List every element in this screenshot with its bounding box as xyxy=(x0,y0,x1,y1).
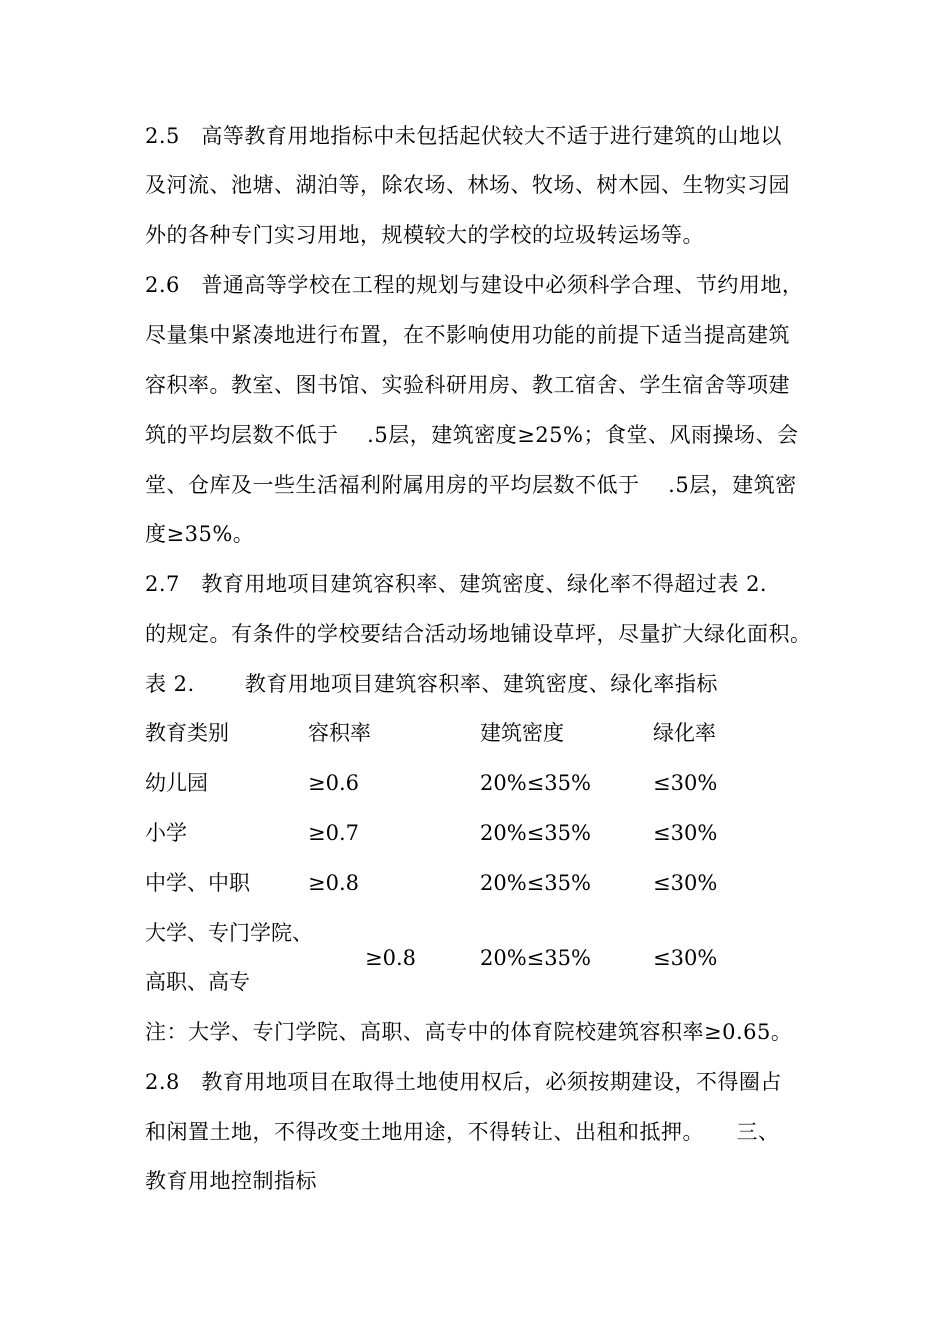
row-far: ≥0.8 xyxy=(308,871,359,895)
para-2-5-line-2: 及河流、池塘、湖泊等，除农场、林场、牧场、树木园、生物实习园 xyxy=(145,173,790,197)
header-category: 教育类别 xyxy=(145,721,229,745)
para-2-7-line-1: 2.7 教育用地项目建筑容积率、建筑密度、绿化率不得超过表 2. xyxy=(145,572,768,596)
row-green: ≤30% xyxy=(653,871,718,895)
header-far: 容积率 xyxy=(308,721,371,745)
row-density: 20%≤35% xyxy=(480,871,591,895)
row-density: 20%≤35% xyxy=(480,821,591,845)
row-density: 20%≤35% xyxy=(480,946,591,970)
row-category: 中学、中职 xyxy=(145,871,250,895)
para-2-7-line-2: 的规定。有条件的学校要结合活动场地铺设草坪，尽量扩大绿化面积。 xyxy=(145,622,812,646)
row-green: ≤30% xyxy=(653,946,718,970)
para-2-6-line-3: 容积率。教室、图书馆、实验科研用房、教工宿舍、学生宿舍等项建 xyxy=(145,373,790,397)
row-category-line-2: 高职、高专 xyxy=(145,970,250,994)
para-2-5-line-3: 外的各种专门实习用地，规模较大的学校的垃圾转运场等。 xyxy=(145,223,704,247)
para-2-8-line-2: 和闲置土地，不得改变土地用途，不得转让、出租和抵押。 三、 xyxy=(145,1120,780,1144)
para-2-6-line-6: 度≥35%。 xyxy=(145,522,255,546)
table-note: 注：大学、专门学院、高职、高专中的体育院校建筑容积率≥0.65。 xyxy=(145,1020,793,1044)
row-green: ≤30% xyxy=(653,771,718,795)
section-heading: 教育用地控制指标 xyxy=(145,1169,317,1193)
header-green: 绿化率 xyxy=(653,721,716,745)
table-caption: 表 2. 教育用地项目建筑容积率、建筑密度、绿化率指标 xyxy=(145,672,718,696)
row-category: 幼儿园 xyxy=(145,771,208,795)
para-2-5-line-1: 2.5 高等教育用地指标中未包括起伏较大不适于进行建筑的山地以 xyxy=(145,124,782,148)
row-density: 20%≤35% xyxy=(480,771,591,795)
row-far: ≥0.6 xyxy=(308,771,359,795)
para-2-6-line-4: 筑的平均层数不低于 .5层，建筑密度≥25%；食堂、风雨操场、会 xyxy=(145,423,799,447)
para-2-8-line-1: 2.8 教育用地项目在取得土地使用权后，必须按期建设，不得圈占 xyxy=(145,1070,782,1094)
row-category-line-1: 大学、专门学院、 xyxy=(145,921,313,945)
para-2-6-line-1: 2.6 普通高等学校在工程的规划与建设中必须科学合理、节约用地， xyxy=(145,273,804,297)
para-2-6-line-2: 尽量集中紧凑地进行布置，在不影响使用功能的前提下适当提高建筑 xyxy=(145,323,790,347)
row-green: ≤30% xyxy=(653,821,718,845)
row-category: 小学 xyxy=(145,821,187,845)
row-far: ≥0.7 xyxy=(308,821,359,845)
para-2-6-line-5: 堂、仓库及一些生活福利附属用房的平均层数不低于 .5层，建筑密 xyxy=(145,473,797,497)
row-far: ≥0.8 xyxy=(365,946,416,970)
header-density: 建筑密度 xyxy=(480,721,564,745)
